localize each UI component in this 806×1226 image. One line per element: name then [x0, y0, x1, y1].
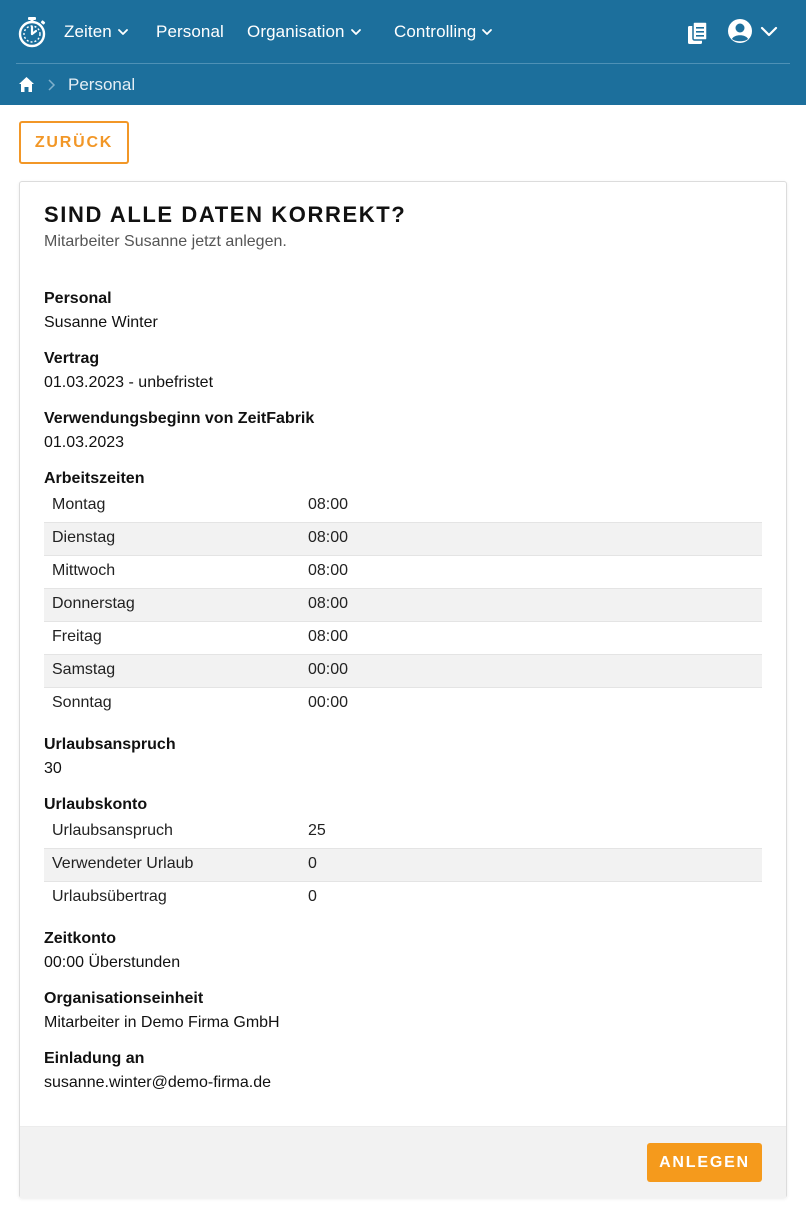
hours-cell: 08:00	[308, 496, 349, 513]
hours-cell: 08:00	[308, 529, 349, 546]
organisationseinheit-label: Organisationseinheit	[44, 990, 204, 1007]
key-cell: Urlaubsanspruch	[52, 822, 173, 839]
nav-zeiten[interactable]	[64, 20, 130, 44]
table-row	[44, 523, 762, 556]
arbeitszeiten-table	[44, 490, 762, 721]
main-nav	[16, 0, 790, 64]
user-circle-icon[interactable]	[727, 18, 753, 44]
day-cell: Mittwoch	[52, 562, 116, 579]
day-cell: Samstag	[52, 661, 116, 678]
table-row	[44, 490, 762, 523]
nav-controlling[interactable]	[394, 20, 494, 44]
day-cell: Sonntag	[52, 694, 112, 711]
hours-cell: 08:00	[308, 562, 349, 579]
page-title: SIND ALLE DATEN KORREKT?	[44, 202, 407, 227]
review-card	[19, 181, 787, 1198]
clipboard-icon[interactable]	[686, 20, 710, 46]
urlaubsanspruch-value: 30	[44, 760, 62, 777]
hours-cell: 00:00	[308, 661, 349, 678]
day-cell: Dienstag	[52, 529, 116, 546]
table-row	[44, 655, 762, 688]
urlaubskonto-label: Urlaubskonto	[44, 796, 148, 813]
breadcrumb-current[interactable]: Personal	[68, 75, 136, 94]
zeitkonto-value: 00:00 Überstunden	[44, 954, 181, 971]
table-row	[44, 849, 762, 882]
table-row	[44, 688, 762, 721]
verwendungsbeginn-label: Verwendungsbeginn von ZeitFabrik	[44, 410, 315, 427]
arbeitszeiten-label: Arbeitszeiten	[44, 470, 145, 487]
nav-personal[interactable]	[156, 20, 224, 44]
chevron-down-icon	[480, 25, 494, 39]
table-row	[44, 556, 762, 589]
organisationseinheit-value: Mitarbeiter in Demo Firma GmbH	[44, 1014, 280, 1031]
chevron-down-icon	[349, 25, 363, 39]
value-cell: 25	[308, 822, 326, 839]
day-cell: Freitag	[52, 628, 102, 645]
zeitkonto-label: Zeitkonto	[44, 930, 116, 947]
personal-label: Personal	[44, 290, 112, 307]
key-cell: Urlaubsübertrag	[52, 888, 167, 905]
nav-zeiten-label: Zeiten	[64, 22, 112, 41]
table-row	[44, 816, 762, 849]
nav-organisation[interactable]	[247, 20, 363, 44]
table-row	[44, 882, 762, 915]
hours-cell: 08:00	[308, 595, 349, 612]
urlaubskonto-table	[44, 816, 762, 915]
card-footer	[20, 1126, 786, 1198]
nav-personal-label: Personal	[156, 22, 224, 41]
chevron-right-icon	[47, 79, 56, 91]
table-row	[44, 589, 762, 622]
personal-value: Susanne Winter	[44, 314, 158, 331]
urlaubsanspruch-label: Urlaubsanspruch	[44, 736, 176, 753]
breadcrumb	[16, 65, 790, 105]
top-navigation-bar	[0, 0, 806, 105]
vertrag-value: 01.03.2023 - unbefristet	[44, 374, 214, 391]
nav-organisation-label: Organisation	[247, 22, 345, 41]
hours-cell: 00:00	[308, 694, 349, 711]
day-cell: Montag	[52, 496, 106, 513]
verwendungsbeginn-value: 01.03.2023	[44, 434, 125, 451]
stopwatch-logo-icon[interactable]	[17, 16, 47, 48]
table-row	[44, 622, 762, 655]
chevron-down-icon[interactable]	[760, 24, 778, 38]
page-subtitle: Mitarbeiter Susanne jetzt anlegen.	[44, 233, 287, 250]
key-cell: Verwendeter Urlaub	[52, 855, 194, 872]
value-cell: 0	[308, 855, 317, 872]
back-button[interactable]: ZURÜCK	[19, 121, 129, 164]
einladung-value: susanne.winter@demo-firma.de	[44, 1074, 272, 1091]
home-icon[interactable]	[18, 76, 35, 93]
einladung-label: Einladung an	[44, 1050, 145, 1067]
value-cell: 0	[308, 888, 317, 905]
day-cell: Donnerstag	[52, 595, 135, 612]
chevron-down-icon	[116, 25, 130, 39]
hours-cell: 08:00	[308, 628, 349, 645]
nav-controlling-label: Controlling	[394, 22, 477, 41]
create-button[interactable]: ANLEGEN	[647, 1143, 762, 1182]
vertrag-label: Vertrag	[44, 350, 100, 367]
